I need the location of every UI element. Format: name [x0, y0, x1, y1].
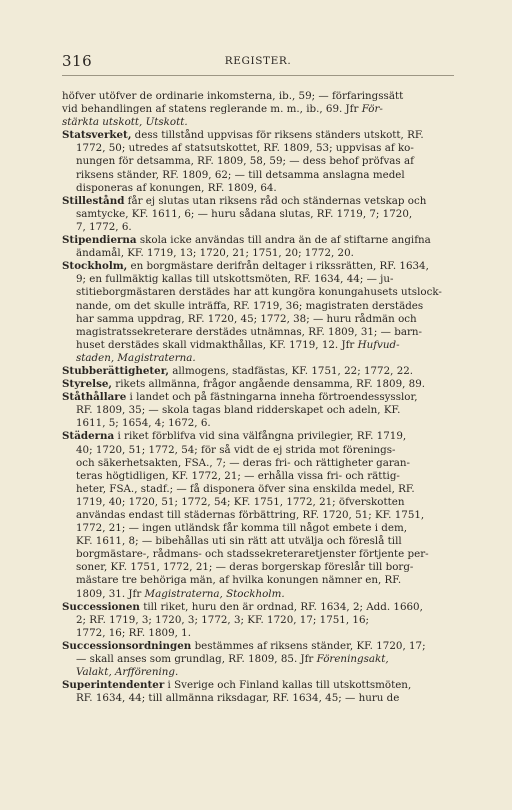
text-line: stärkta utskott, Utskott.	[62, 116, 188, 129]
entry-statsverket: Statsverket, dess tillstånd uppvisas för riksens ständers utskott, RF.	[62, 129, 424, 142]
entry-stathallare: Ståthållare i landet och på fästningarna inneha förtroendessysslor,	[62, 391, 418, 404]
headword: Stillestånd	[62, 194, 125, 207]
text-line: RF. 1809, 35; — skola tagas bland ridderskapet och adeln, KF.	[76, 404, 401, 417]
text-line: disponeras af konungen, RF. 1809, 64.	[76, 181, 277, 194]
text-line: RF. 1634, 44; till allmänna riksdagar, RF. 1634, 45; — huru de	[76, 692, 400, 705]
entry-stubberattigheter: Stubberättigheter, allmogens, stadfästas, KF. 1751, 22; 1772, 22.	[62, 364, 414, 377]
text-line: mästare tre behöriga män, af hvilka konungen nämner en, RF.	[76, 574, 402, 587]
header-rule	[62, 75, 454, 76]
text-line: huset derstädes skall vidmakthållas, KF. 1719, 12. Jfr Hufvud-	[76, 338, 400, 351]
text-line: höfver utöfver de ordinarie inkomsterna, ib., 59; — förfaringssätt	[62, 90, 404, 102]
text-line: 1772, 50; utredes af statsutskottet, RF. 1809, 53; uppvisas af ko-	[76, 142, 414, 155]
headword: Stubberättigheter,	[62, 364, 169, 377]
text-line: 1809, 31. Jfr Magistraterna, Stockholm.	[76, 587, 285, 600]
text-line: Valakt, Arfförening.	[76, 666, 179, 679]
text-line: samtycke, KF. 1611, 6; — huru sådana slutas, RF. 1719, 7; 1720,	[76, 207, 413, 220]
text-line: 40; 1720, 51; 1772, 54; för så vidt de ej strida mot förenings-	[76, 443, 396, 456]
text-line: riksens ständer, RF. 1809, 62; — till detsamma anslagna medel	[76, 168, 405, 181]
entry-staderna: Städerna i riket förblifva vid sina välfångna privilegier, RF. 1719,	[62, 430, 407, 443]
text-line: vid behandlingen af statens reglerande m. m., ib., 69. Jfr För-	[62, 103, 383, 116]
page-header	[62, 52, 454, 72]
text-line: soner, KF. 1751, 1772, 21; — deras borgerskap föreslår till borg-	[76, 561, 414, 574]
text-line: 9; en fullmäktig kallas till utskottsmöten, RF. 1634, 44; — ju-	[76, 273, 394, 286]
text-line: nande, om det skulle inträffa, RF. 1719, 36; magistraten derstädes	[76, 299, 424, 312]
headword: Städerna	[62, 430, 115, 443]
text-line: 7, 1772, 6.	[76, 220, 132, 233]
text-line: magistratssekreterare derstädes utnämnas, RF. 1809, 31; — barn-	[76, 325, 422, 338]
entry-stipendierna: Stipendierna skola icke användas till andra än de af stiftarne angifna	[62, 234, 431, 247]
headword: Successionen	[62, 600, 140, 613]
text-line: 2; RF. 1719, 3; 1720, 3; 1772, 3; KF. 1720, 17; 1751, 16;	[76, 613, 369, 626]
text-line: 1611, 5; 1654, 4; 1672, 6.	[76, 417, 211, 430]
text-line: ändamål, KF. 1719, 13; 1720, 21; 1751, 20; 1772, 20.	[76, 247, 354, 260]
text-line: 1719, 40; 1720, 51; 1772, 54; KF. 1751, 1772, 21; öfverskotten	[76, 495, 405, 508]
text-line: stitieborgmästaren derstädes har att kungöra konungahusets utslock-	[76, 286, 442, 299]
headword: Successionsordningen	[62, 639, 192, 652]
text-line: heter, FSA., stadf.; — få disponera öfver sina enskilda medel, RF.	[76, 482, 415, 495]
headword: Statsverket,	[62, 129, 132, 142]
headword: Superintendenter	[62, 679, 165, 692]
headword: Ståthållare	[62, 391, 127, 404]
text-line: KF. 1611, 8; — bibehållas uti sin rätt att utvälja och föreslå till	[76, 535, 402, 548]
text-line: teras högtidligen, KF. 1772, 21; — erhålla vissa fri- och rättig-	[76, 469, 400, 482]
text-line: användas endast till städernas förbättring, RF. 1720, 51; KF. 1751,	[76, 509, 425, 521]
text-line: och säkerhetsakten, FSA., 7; — deras fri- och rättigheter garan-	[76, 456, 411, 469]
entry-successionsordningen: Successionsordningen bestämmes af riksens ständer, KF. 1720, 17;	[62, 639, 426, 652]
text-line: borgmästare-, rådmans- och stadssekreteraretjenster förtjente per-	[76, 548, 429, 561]
text-line: nungen för detsamma, RF. 1809, 58, 59; — dess behof pröfvas af	[76, 155, 414, 168]
text-line: staden, Magistraterna.	[76, 351, 196, 364]
text-line: 1772, 21; — ingen utländsk får komma till något embete i dem,	[76, 522, 408, 535]
entry-styrelse: Styrelse, rikets allmänna, frågor angående densamma, RF. 1809, 89.	[62, 378, 426, 391]
page-number: 316	[62, 52, 93, 70]
entry-superintendenter: Superintendenter i Sverige och Finland kallas till utskottsmöten,	[62, 679, 412, 692]
text-line: 1772, 16; RF. 1809, 1.	[76, 626, 192, 639]
headword: Styrelse,	[62, 378, 112, 391]
running-title: REGISTER.	[224, 55, 292, 67]
text-line: har samma uppdrag, RF. 1720, 45; 1772, 38; — huru rådmän och	[76, 312, 417, 325]
text-line: — skall anses som grundlag, RF. 1809, 85. Jfr Föreningsakt,	[76, 653, 389, 666]
register-text	[62, 90, 472, 705]
headword: Stockholm,	[62, 260, 128, 273]
headword: Stipendierna	[62, 234, 137, 247]
entry-successionen: Successionen till riket, huru den är ordnad, RF. 1634, 2; Add. 1660,	[62, 600, 423, 613]
entry-stockholm: Stockholm, en borgmästare derifrån deltager i rikssrätten, RF. 1634,	[62, 260, 429, 273]
entry-stillestand: Stillestånd får ej slutas utan riksens råd och ständernas vetskap och	[62, 194, 427, 207]
